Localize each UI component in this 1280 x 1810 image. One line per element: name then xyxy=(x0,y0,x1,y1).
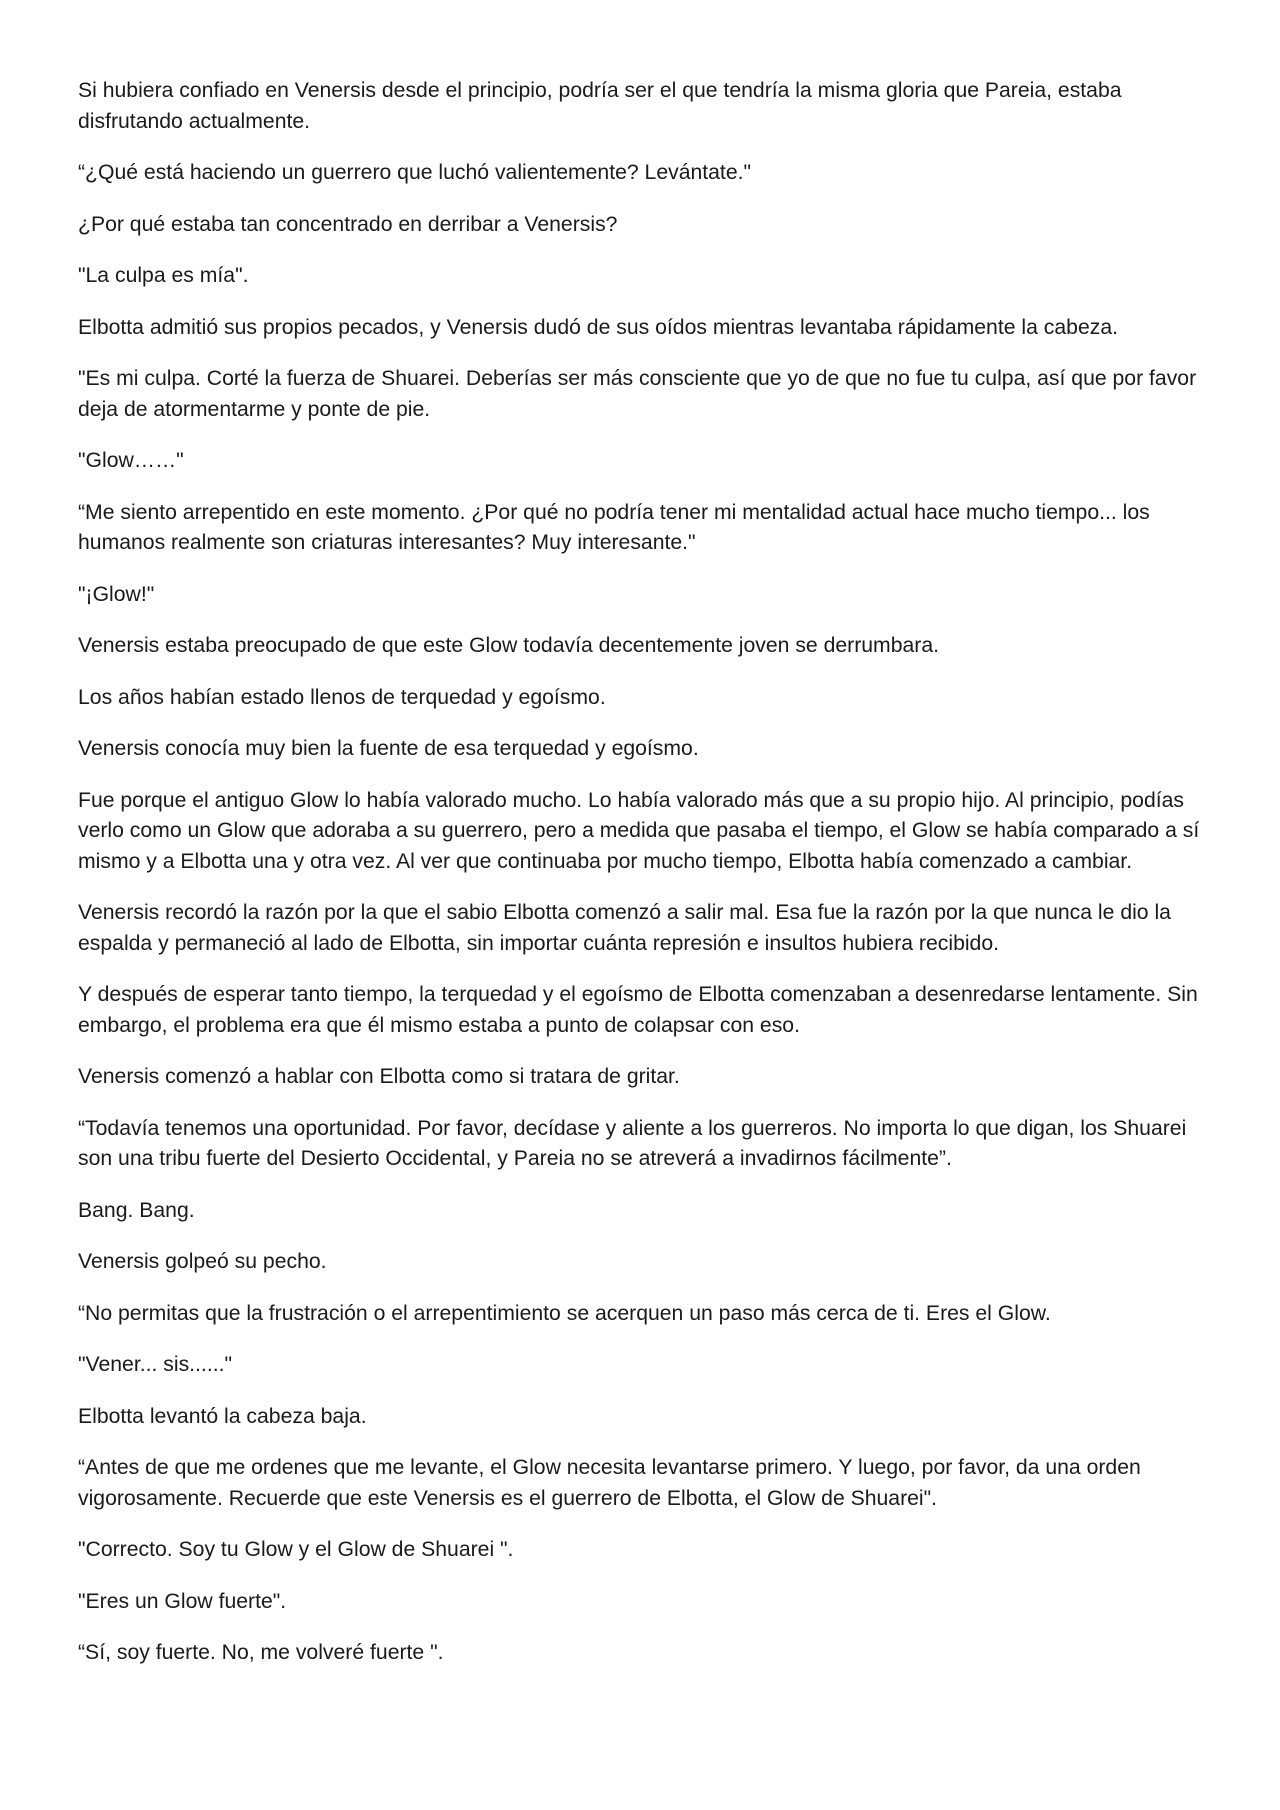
paragraph: “¿Qué está haciendo un guerrero que luchó valientemente? Levántate." xyxy=(78,161,752,184)
paragraph: Venersis comenzó a hablar con Elbotta como si tratara de gritar. xyxy=(78,1065,680,1088)
paragraph: “Antes de que me ordenes que me levante, el Glow necesita levantarse primero. Y luego, por favor, da una orden vigorosamente. Recuerde que este Venersis es el guerrero de Elbotta, el Glow de Shuarei". xyxy=(78,1456,1141,1510)
paragraph: Elbotta levantó la cabeza baja. xyxy=(78,1404,367,1428)
paragraph: Los años habían estado llenos de terquedad y egoísmo. xyxy=(78,685,606,709)
paragraph: "Correcto. Soy tu Glow y el Glow de Shuarei ". xyxy=(78,1538,514,1561)
paragraph: “Sí, soy fuerte. No, me volveré fuerte ". xyxy=(78,1641,444,1664)
paragraph: "Glow……" xyxy=(78,449,184,472)
paragraph: “Me siento arrepentido en este momento. ¿Por qué no podría tener mi mentalidad actual hace mucho tiempo... los humanos realmente son criaturas interesantes? Muy interesante." xyxy=(78,500,1150,554)
paragraph: "Es mi culpa. Corté la fuerza de Shuarei. Deberías ser más consciente que yo de que no fue tu culpa, así que por favor deja de atormentarme y ponte de pie. xyxy=(78,367,1197,421)
paragraph: "Vener... sis......" xyxy=(78,1353,233,1376)
paragraph: “No permitas que la frustración o el arrepentimiento se acerquen un paso más cerca de ti. Eres el Glow. xyxy=(78,1301,1051,1325)
paragraph: Venersis estaba preocupado de que este Glow todavía decentemente joven se derrumbara. xyxy=(78,634,940,657)
paragraph: Venersis conocía muy bien la fuente de esa terquedad y egoísmo. xyxy=(78,737,699,760)
paragraph: Venersis golpeó su pecho. xyxy=(78,1250,327,1273)
paragraph: "La culpa es mía". xyxy=(78,264,249,287)
document-body xyxy=(78,76,1208,1690)
paragraph: Venersis recordó la razón por la que el sabio Elbotta comenzó a salir mal. Esa fue la razón por la que nunca le dio la espalda y permaneció al lado de Elbotta, sin importar cuánta represión e insultos hubiera recibido. xyxy=(78,901,1171,955)
paragraph: Si hubiera confiado en Venersis desde el principio, podría ser el que tendría la misma gloria que Pareia, estaba disfrutando actualmente. xyxy=(78,79,1122,133)
paragraph: "¡Glow!" xyxy=(78,582,155,606)
paragraph: ¿Por qué estaba tan concentrado en derribar a Venersis? xyxy=(78,212,618,236)
paragraph: Elbotta admitió sus propios pecados, y Venersis dudó de sus oídos mientras levantaba rápidamente la cabeza. xyxy=(78,315,1118,339)
paragraph: “Todavía tenemos una oportunidad. Por favor, decídase y aliente a los guerreros. No importa lo que digan, los Shuarei son una tribu fuerte del Desierto Occidental, y Pareia no se atreverá a invadirnos fácilmente”. xyxy=(78,1116,1187,1170)
paragraph: Y después de esperar tanto tiempo, la terquedad y el egoísmo de Elbotta comenzaban a desenredarse lentamente. Sin embargo, el problema era que él mismo estaba a punto de colapsar con eso. xyxy=(78,983,1198,1037)
paragraph: Bang. Bang. xyxy=(78,1198,195,1222)
paragraph: "Eres un Glow fuerte". xyxy=(78,1589,287,1613)
paragraph: Fue porque el antiguo Glow lo había valorado mucho. Lo había valorado más que a su propio hijo. Al principio, podías verlo como un Glow que adoraba a su guerrero, pero a medida que pasaba el tiempo, el Glow se había comparado a sí mismo y a Elbotta una y otra vez. Al ver que continuaba por mucho tiempo, Elbotta había comenzado a cambiar. xyxy=(78,788,1200,873)
